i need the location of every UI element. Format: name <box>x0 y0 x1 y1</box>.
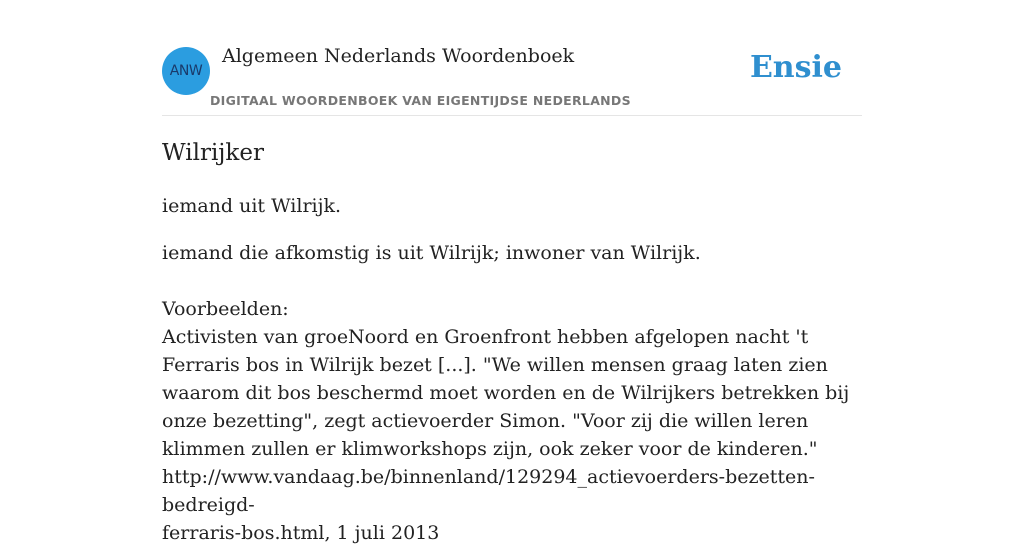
logo-text: ANW <box>169 63 203 79</box>
definition: iemand die afkomstig is uit Wilrijk; inwoner van Wilrijk. <box>162 242 701 264</box>
ensie-brand-logo[interactable]: Ensie <box>749 50 842 85</box>
short-definition: iemand uit Wilrijk. <box>162 195 342 217</box>
example-source-url: http://www.vandaag.be/binnenland/129294_actievoerders-bezetten-bedreigd- <box>162 466 815 516</box>
example-source-date: ferraris-bos.html, 1 juli 2013 <box>162 522 440 544</box>
site-title[interactable]: Algemeen Nederlands Woordenboek <box>222 45 575 67</box>
examples-label: Voorbeelden: <box>162 298 289 320</box>
anw-logo[interactable] <box>162 47 210 95</box>
site-header <box>162 0 862 116</box>
entry-headword: Wilrijker <box>162 140 264 166</box>
page-container <box>162 0 862 544</box>
examples-section <box>162 295 862 547</box>
example-quote: Activisten van groeNoord en Groenfront hebben afgelopen nacht 't Ferraris bos in Wilrijk bezet [...]. "We willen mensen graag laten zien waarom dit bos beschermd moet worden en de Wilrijkers betrekken bij onze bezetting", zegt actievoerder Simon. "Voor zij die willen leren klimmen zullen er klimworkshops zijn, ook zeker voor de kinderen." <box>162 326 850 460</box>
site-subtitle: DIGITAAL WOORDENBOEK VAN EIGENTIJDSE NEDERLANDS <box>210 93 631 108</box>
